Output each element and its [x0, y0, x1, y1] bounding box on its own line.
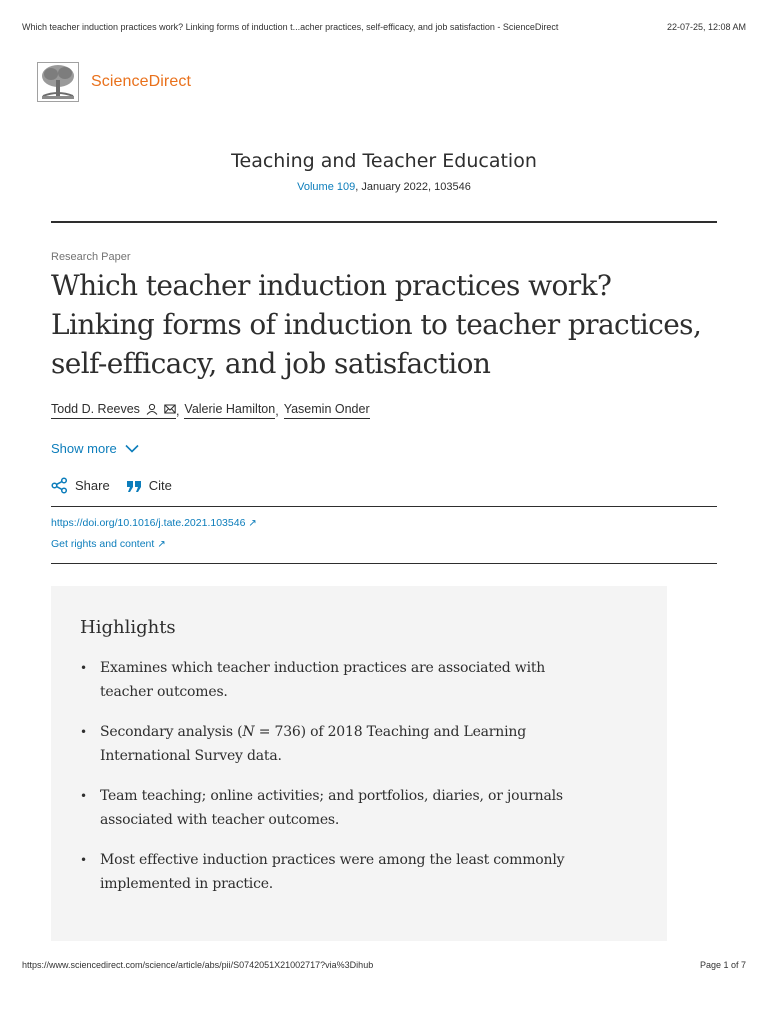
issue-line	[0, 181, 768, 193]
print-footer-page: Page 1 of 7	[699, 960, 746, 970]
share-icon	[51, 477, 68, 494]
author-list	[51, 402, 370, 419]
envelope-icon	[164, 403, 176, 415]
highlight-text-before: Secondary analysis (	[100, 724, 243, 740]
author-link[interactable]	[284, 402, 370, 419]
list-item	[80, 784, 580, 832]
links-divider	[51, 563, 717, 564]
print-footer	[22, 960, 746, 970]
author-separator: ,	[275, 403, 279, 418]
author-separator: ,	[175, 403, 180, 418]
highlight-text: Examines which teacher induction practices are associated with teacher outcomes.	[100, 660, 546, 700]
quote-icon	[126, 479, 142, 493]
article-title: Which teacher induction practices work? Linking forms of induction to teacher practices, self-efficacy, and job satisfaction	[51, 269, 702, 380]
sciencedirect-logo[interactable]	[37, 62, 191, 102]
highlight-italic: N	[242, 724, 255, 740]
highlights-list	[80, 656, 580, 912]
rights-text: Get rights and content	[51, 538, 155, 550]
author-name: Yasemin Onder	[283, 402, 370, 416]
highlight-text-after: = 736) of 2018 Teaching and Learning International Survey data.	[100, 724, 526, 764]
doi-link[interactable]	[51, 517, 257, 529]
share-label: Share	[75, 478, 110, 493]
print-header-timestamp: 22-07-25, 12:08 AM	[666, 22, 746, 32]
issue-details: , January 2022, 103546	[355, 181, 471, 193]
volume-link[interactable]: Volume 109	[297, 181, 356, 193]
author-name: Todd D. Reeves	[51, 402, 140, 416]
logo-text: ScienceDirect	[91, 73, 192, 90]
highlights-heading: Highlights	[80, 617, 176, 638]
elsevier-tree-icon	[37, 62, 79, 102]
show-more-button[interactable]	[51, 441, 139, 456]
list-item	[80, 656, 580, 704]
show-more-label: Show more	[51, 441, 117, 456]
list-item	[80, 848, 580, 896]
author-name: Valerie Hamilton	[184, 402, 276, 416]
article-actions	[51, 477, 188, 494]
list-item	[80, 720, 580, 768]
person-icon	[146, 403, 158, 415]
author-link[interactable]	[184, 402, 275, 419]
print-footer-url: https://www.sciencedirect.com/science/article/abs/pii/S0742051X21002717?via%3Dihub	[22, 960, 374, 970]
author-link[interactable]	[51, 402, 176, 419]
print-header-title: Which teacher induction practices work? Linking forms of induction t...acher practices, self-efficacy, and job satisfaction - ScienceDirect	[22, 22, 559, 32]
external-link-icon: ↗	[157, 539, 166, 550]
cite-button[interactable]	[126, 478, 172, 493]
rights-link[interactable]	[51, 538, 166, 550]
journal-title[interactable]: Teaching and Teacher Education	[231, 150, 537, 172]
doi-text: https://doi.org/10.1016/j.tate.2021.103546	[51, 517, 246, 529]
external-link-icon: ↗	[248, 518, 257, 529]
header-divider	[51, 221, 717, 223]
highlight-text: Most effective induction practices were among the least commonly implemented in practice.	[100, 852, 565, 892]
share-button[interactable]	[51, 477, 110, 494]
actions-divider	[51, 506, 717, 507]
chevron-down-icon	[125, 444, 139, 453]
highlight-text: Team teaching; online activities; and portfolios, diaries, or journals associated with teacher outcomes.	[100, 788, 563, 828]
print-header	[22, 22, 746, 32]
cite-label: Cite	[148, 478, 172, 493]
article-type: Research Paper	[51, 251, 131, 263]
